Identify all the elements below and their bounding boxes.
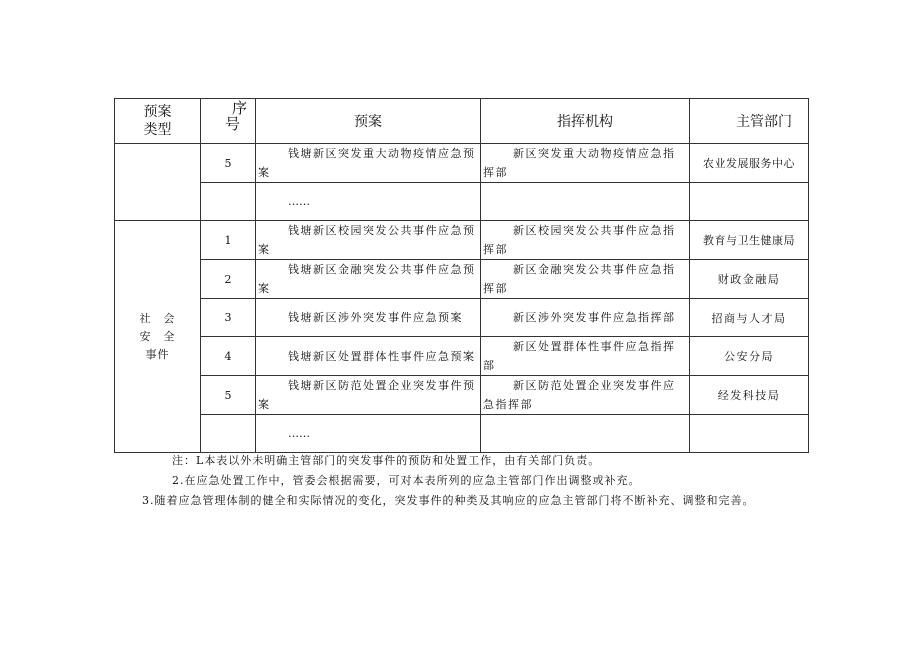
command-cell: 新区突发重大动物疫情应急指挥部 — [481, 144, 690, 183]
seq-cell: 5 — [201, 144, 256, 183]
table-row — [115, 376, 809, 415]
command-cell — [481, 415, 690, 453]
command-cell: 新区防范处置企业突发事件应急指挥部 — [481, 376, 690, 415]
type-line1: 社 会 — [139, 311, 176, 325]
table-row — [115, 144, 809, 183]
command-cell: 新区处置群体性事件应急指挥部 — [481, 337, 690, 376]
header-plan: 预案 — [256, 99, 481, 144]
plan-cell: 钱塘新区处置群体性事件应急预案 — [256, 337, 481, 376]
dept-cell — [690, 415, 809, 453]
header-seq-line1: 序 — [231, 99, 247, 117]
command-cell: 新区金融突发公共事件应急指挥部 — [481, 260, 690, 299]
seq-cell — [201, 415, 256, 453]
note-1: 注：L本表以外未明确主管部门的突发事件的预防和处置工作，由有关部门负责。 — [172, 454, 601, 467]
header-type-line2: 类型 — [143, 122, 172, 138]
dept-cell: 农业发展服务中心 — [690, 144, 809, 183]
plan-cell: 钱塘新区涉外突发事件应急预案 — [256, 299, 481, 337]
table-row — [115, 183, 809, 221]
ellipsis-cell: …… — [256, 183, 481, 221]
dept-cell — [690, 183, 809, 221]
dept-cell: 公安分局 — [690, 337, 809, 376]
command-cell — [481, 183, 690, 221]
seq-cell: 2 — [201, 260, 256, 299]
plan-type-cell-group1 — [115, 144, 201, 221]
type-line2: 安 全 — [139, 329, 176, 343]
table-row — [115, 260, 809, 299]
dept-cell: 经发科技局 — [690, 376, 809, 415]
plan-type-cell-social-security — [115, 221, 201, 453]
plan-cell: 钱塘新区突发重大动物疫情应急预案 — [256, 144, 481, 183]
dept-cell: 教育与卫生健康局 — [690, 221, 809, 260]
plan-cell: 钱塘新区金融突发公共事件应急预案 — [256, 260, 481, 299]
header-plan-type — [115, 99, 201, 144]
header-seq — [201, 99, 256, 144]
seq-cell: 3 — [201, 299, 256, 337]
table-row — [115, 221, 809, 260]
table-header-row — [115, 99, 809, 144]
emergency-plan-table — [114, 98, 809, 453]
dept-cell: 招商与人才局 — [690, 299, 809, 337]
ellipsis-cell: …… — [256, 415, 481, 453]
note-2: 2.在应急处置工作中，管委会根据需要，可对本表所列的应急主管部门作出调整或补充。 — [172, 474, 641, 487]
plan-cell: 钱塘新区防范处置企业突发事件预案 — [256, 376, 481, 415]
seq-cell: 5 — [201, 376, 256, 415]
plan-cell: 钱塘新区校园突发公共事件应急预案 — [256, 221, 481, 260]
seq-cell: 4 — [201, 337, 256, 376]
note-3: 3.随着应急管理体制的健全和实际情况的变化，突发事件的种类及其响应的应急主管部门将不断补充、调整和完善。 — [142, 494, 755, 507]
seq-cell — [201, 183, 256, 221]
header-dept: 主管部门 — [690, 99, 809, 144]
seq-cell: 1 — [201, 221, 256, 260]
header-seq-line2: 号 — [225, 115, 241, 133]
header-command: 指挥机构 — [481, 99, 690, 144]
dept-cell: 财政金融局 — [690, 260, 809, 299]
table-row — [115, 299, 809, 337]
command-cell: 新区涉外突发事件应急指挥部 — [481, 299, 690, 337]
header-type-line1: 预案 — [143, 104, 172, 120]
command-cell: 新区校园突发公共事件应急指挥部 — [481, 221, 690, 260]
table-row — [115, 415, 809, 453]
type-line3: 事件 — [145, 347, 170, 361]
table-row — [115, 337, 809, 376]
